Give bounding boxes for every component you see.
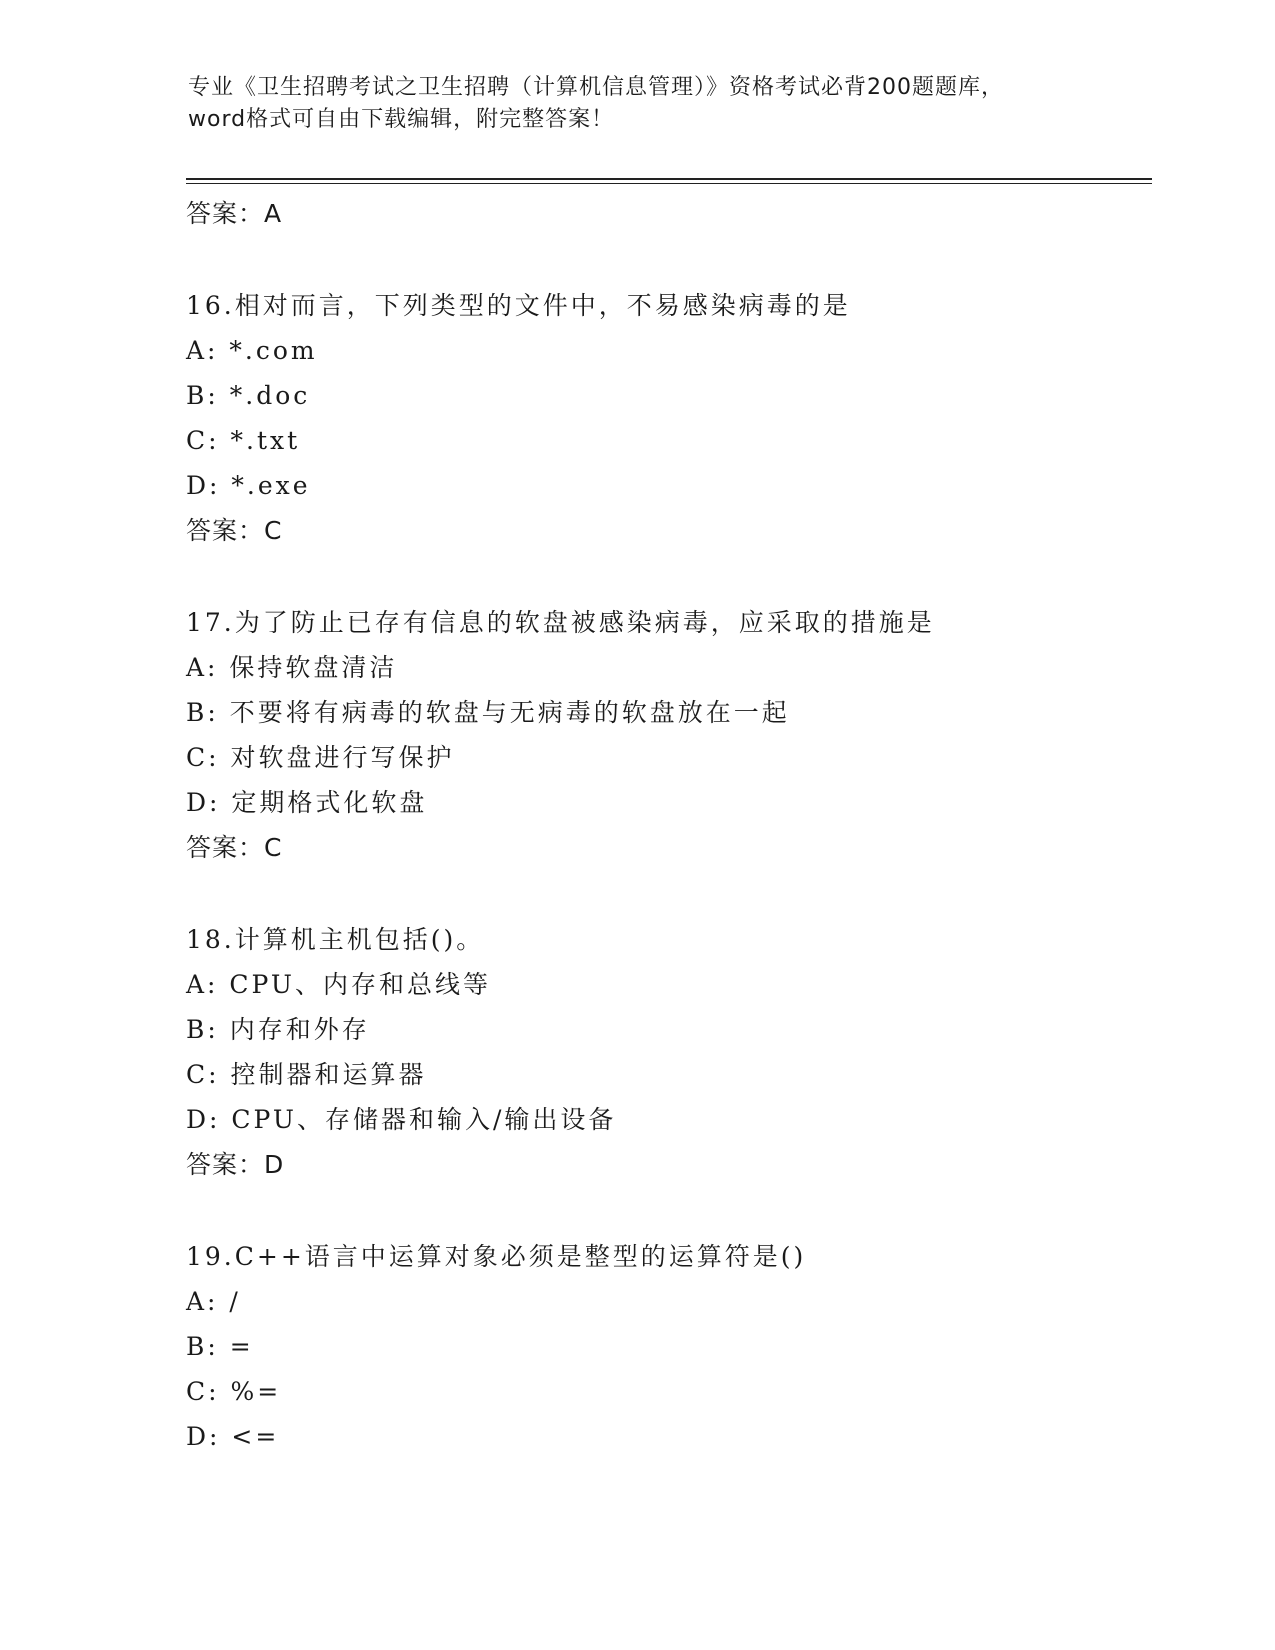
question-block bbox=[186, 283, 1146, 553]
header-divider-thin bbox=[186, 183, 1152, 184]
question-text: 18.计算机主机包括()。 bbox=[186, 925, 485, 954]
option-c: C: 对软盘进行写保护 bbox=[186, 743, 455, 772]
question-text: 17.为了防止已存有信息的软盘被感染病毒，应采取的措施是 bbox=[186, 608, 935, 637]
document-header bbox=[188, 72, 1088, 136]
answer-label: 答案：C bbox=[186, 516, 283, 545]
option-d: D: CPU、存储器和输入/输出设备 bbox=[186, 1105, 617, 1134]
option-b: B: = bbox=[186, 1332, 254, 1361]
option-b: B: 不要将有病毒的软盘与无病毒的软盘放在一起 bbox=[186, 698, 790, 727]
spacer bbox=[186, 553, 1146, 600]
option-d: D: <= bbox=[186, 1422, 280, 1451]
spacer bbox=[186, 1187, 1146, 1234]
option-a: A: 保持软盘清洁 bbox=[186, 653, 398, 682]
spacer bbox=[186, 870, 1146, 917]
option-a: A: / bbox=[186, 1287, 241, 1316]
header-divider-thick bbox=[186, 178, 1152, 180]
answer-label: 答案：C bbox=[186, 833, 283, 862]
option-a: A: CPU、内存和总线等 bbox=[186, 970, 492, 999]
option-c: C: %= bbox=[186, 1377, 282, 1406]
question-list bbox=[186, 191, 1146, 1459]
question-block bbox=[186, 600, 1146, 870]
question-block bbox=[186, 1234, 1146, 1459]
header-line-2: word格式可自由下载编辑，附完整答案！ bbox=[188, 107, 615, 132]
option-b: B: *.doc bbox=[186, 381, 311, 410]
option-b: B: 内存和外存 bbox=[186, 1015, 370, 1044]
question-block bbox=[186, 917, 1146, 1187]
answer-label: 答案：A bbox=[186, 199, 283, 228]
option-a: A: *.com bbox=[186, 336, 318, 365]
option-c: C: 控制器和运算器 bbox=[186, 1060, 427, 1089]
question-text: 16.相对而言，下列类型的文件中，不易感染病毒的是 bbox=[186, 291, 851, 320]
option-d: D: *.exe bbox=[186, 471, 311, 500]
option-c: C: *.txt bbox=[186, 426, 301, 455]
spacer bbox=[186, 236, 1146, 283]
option-d: D: 定期格式化软盘 bbox=[186, 788, 428, 817]
header-line-1: 专业《卫生招聘考试之卫生招聘（计算机信息管理）》资格考试必背200题题库， bbox=[188, 75, 1004, 100]
question-text: 19.C++语言中运算对象必须是整型的运算符是() bbox=[186, 1242, 807, 1271]
answer-label: 答案：D bbox=[186, 1150, 285, 1179]
